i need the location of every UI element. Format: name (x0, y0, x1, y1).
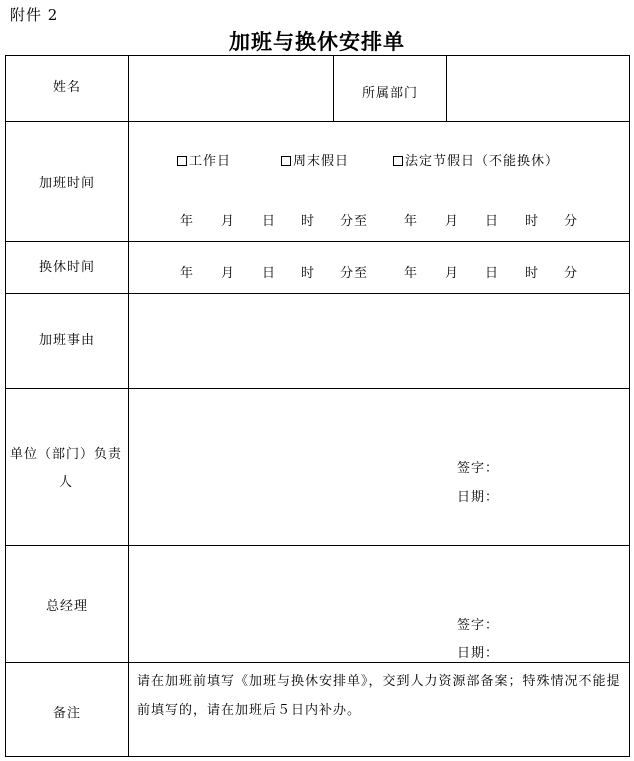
checkbox-icon (281, 156, 291, 166)
date-unit-month: 月 (445, 214, 460, 229)
checkbox-workday-label: 工作日 (189, 154, 232, 169)
unit-head-field[interactable] (129, 389, 629, 545)
date-unit-minute: 分 (564, 266, 579, 281)
form-title: 加班与换休安排单 (229, 29, 405, 54)
date-unit-hour: 时 (525, 266, 540, 281)
department-label: 所属部门 (361, 86, 418, 101)
date-unit-year: 年 (404, 214, 419, 229)
date-unit-month: 月 (445, 266, 460, 281)
date-unit-hour: 时 (301, 214, 316, 229)
date-unit-month: 月 (221, 266, 236, 281)
remarks-text: 请在加班前填写《加班与换休安排单》，交到人力资源部备案；特殊情况不能提前填写的，请在加班后５日内补办。 (137, 674, 621, 718)
checkbox-weekend[interactable] (281, 150, 349, 169)
checkbox-icon (177, 156, 187, 166)
remarks-label: 备注 (52, 706, 81, 721)
date-unit-minute-to: 分至 (340, 214, 369, 229)
date-unit-minute: 分 (564, 214, 579, 229)
unit-head-date-label: 日期： (457, 490, 500, 505)
gm-sign-label: 签字： (457, 618, 500, 633)
row-divider (5, 241, 629, 242)
checkbox-icon (393, 156, 403, 166)
date-unit-day: 日 (262, 214, 277, 229)
checkbox-weekend-label: 周末假日 (293, 154, 350, 169)
gm-date-label: 日期： (457, 646, 500, 661)
row-divider (5, 662, 629, 663)
unit-head-label: 单位（部门）负责人 (9, 447, 122, 490)
checkbox-holiday[interactable] (393, 150, 559, 169)
checkbox-holiday-label: 法定节假日（不能换休） (405, 154, 560, 169)
date-unit-month: 月 (221, 214, 236, 229)
checkbox-workday[interactable] (177, 150, 231, 169)
overtime-reason-label: 加班事由 (38, 333, 95, 348)
date-unit-day: 日 (485, 266, 500, 281)
unit-head-sign-label: 签字： (457, 461, 500, 476)
comp-time-label: 换休时间 (38, 260, 95, 275)
date-unit-year: 年 (180, 214, 195, 229)
date-unit-minute-to: 分至 (340, 266, 369, 281)
table-border-right (629, 55, 630, 757)
table-border-left (5, 55, 6, 757)
date-unit-year: 年 (404, 266, 419, 281)
date-unit-hour: 时 (525, 214, 540, 229)
row-divider (5, 121, 629, 122)
date-unit-day: 日 (485, 214, 500, 229)
date-unit-hour: 时 (301, 266, 316, 281)
table-border-bottom (5, 756, 629, 757)
overtime-reason-field[interactable] (129, 294, 629, 388)
gm-field[interactable] (129, 546, 629, 662)
overtime-time-label: 加班时间 (38, 176, 95, 191)
date-unit-year: 年 (180, 266, 195, 281)
attachment-label: 附件 2 (10, 6, 59, 24)
date-unit-day: 日 (262, 266, 277, 281)
name-label: 姓名 (52, 80, 81, 95)
department-field[interactable] (447, 56, 629, 121)
gm-label: 总经理 (45, 599, 88, 614)
name-field[interactable] (129, 56, 333, 121)
